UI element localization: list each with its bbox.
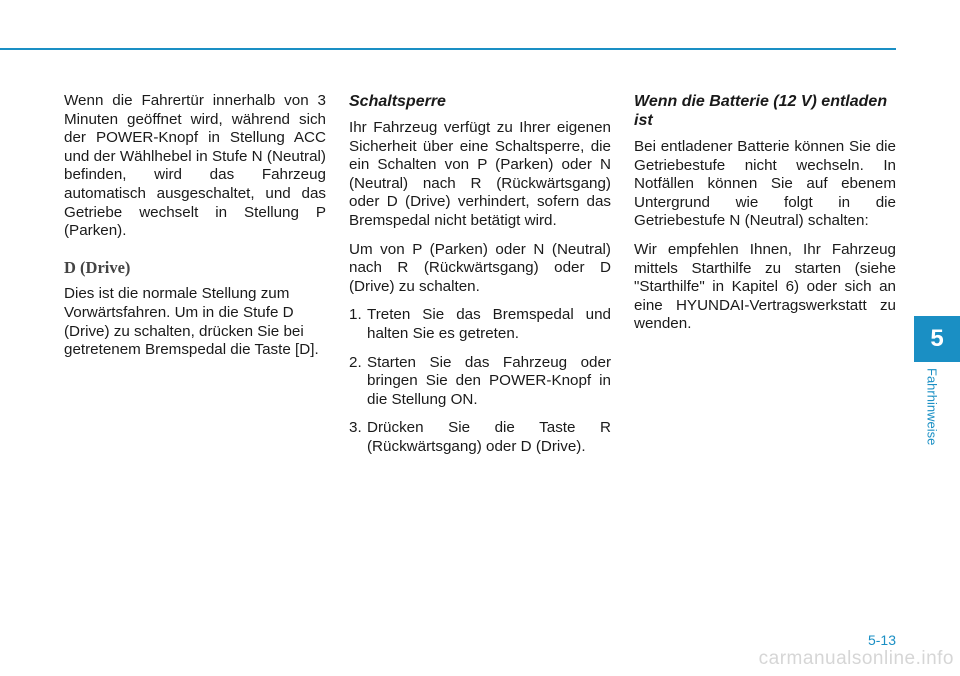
paragraph-drive: Dies ist die normale Stellung zum Vorwärtsfahren. Um in die Stufe D (Drive) zu schalten, drücken Sie bei getretenem Bremspedal die Taste [D].: [64, 285, 319, 359]
step-number: 3.: [349, 419, 362, 437]
paragraph-schaltsperre-how: Um von P (Parken) oder N (Neutral) nach R (Rückwärtsgang) oder D (Drive) zu schalten.: [349, 240, 611, 295]
step-text: Drücken Sie die Taste R (Rückwärtsgang) oder D (Drive).: [367, 419, 611, 455]
steps-list: [349, 306, 611, 456]
page-number: 5-13: [867, 632, 896, 648]
paragraph-schaltsperre-intro: Ihr Fahrzeug verfügt zu Ihrer eigenen Sicherheit über eine Schaltsperre, die ein Schalten von P (Parken) oder N (Neutral) nach R (Rückwärtsgang) oder D (Drive) verhindert, sofern das Bremspedal nicht betätigt wird.: [349, 119, 611, 229]
column-middle: [349, 92, 611, 467]
paragraph-battery-recommend: Wir empfehlen Ihnen, Ihr Fahrzeug mittels Starthilfe zu starten (siehe "Starthilfe" in Kapitel 6) oder sich an eine HYUNDAI-Vertragswerkstatt zu wenden.: [634, 240, 896, 333]
heading-battery: Wenn die Batterie (12 V) entladen ist: [634, 93, 888, 129]
watermark: carmanualsonline.info: [758, 648, 954, 669]
step-text: Treten Sie das Bremspedal und halten Sie es getreten.: [367, 306, 611, 342]
step-item: [349, 419, 611, 456]
paragraph-auto-off: Wenn die Fahrertür innerhalb von 3 Minuten geöffnet wird, während sich der POWER-Knopf in Stellung ACC und der Wählhebel in Stufe N (Neutral) befinden, wird das Fahrzeug automatisch ausgeschaltet, und das Getriebe wechselt in Stellung P (Parken).: [64, 92, 326, 240]
step-number: 1.: [349, 306, 362, 324]
column-right: [634, 92, 896, 344]
chapter-tab: 5: [914, 316, 960, 362]
step-item: [349, 354, 611, 410]
step-text: Starten Sie das Fahrzeug oder bringen Sie den POWER-Knopf in die Stellung ON.: [367, 353, 611, 408]
heading-schaltsperre: Schaltsperre: [349, 93, 446, 110]
column-left: [64, 92, 326, 370]
step-item: [349, 306, 611, 343]
paragraph-battery-info: Bei entladener Batterie können Sie die Getriebestufe nicht wechseln. In Notfällen können Sie auf ebenem Untergrund wie folgt in die Getriebestufe N (Neutral) schalten:: [634, 138, 896, 230]
chapter-label: Fahrhinweise: [924, 368, 940, 446]
heading-drive: D (Drive): [64, 257, 131, 277]
top-rule: [0, 48, 896, 50]
step-number: 2.: [349, 353, 362, 371]
